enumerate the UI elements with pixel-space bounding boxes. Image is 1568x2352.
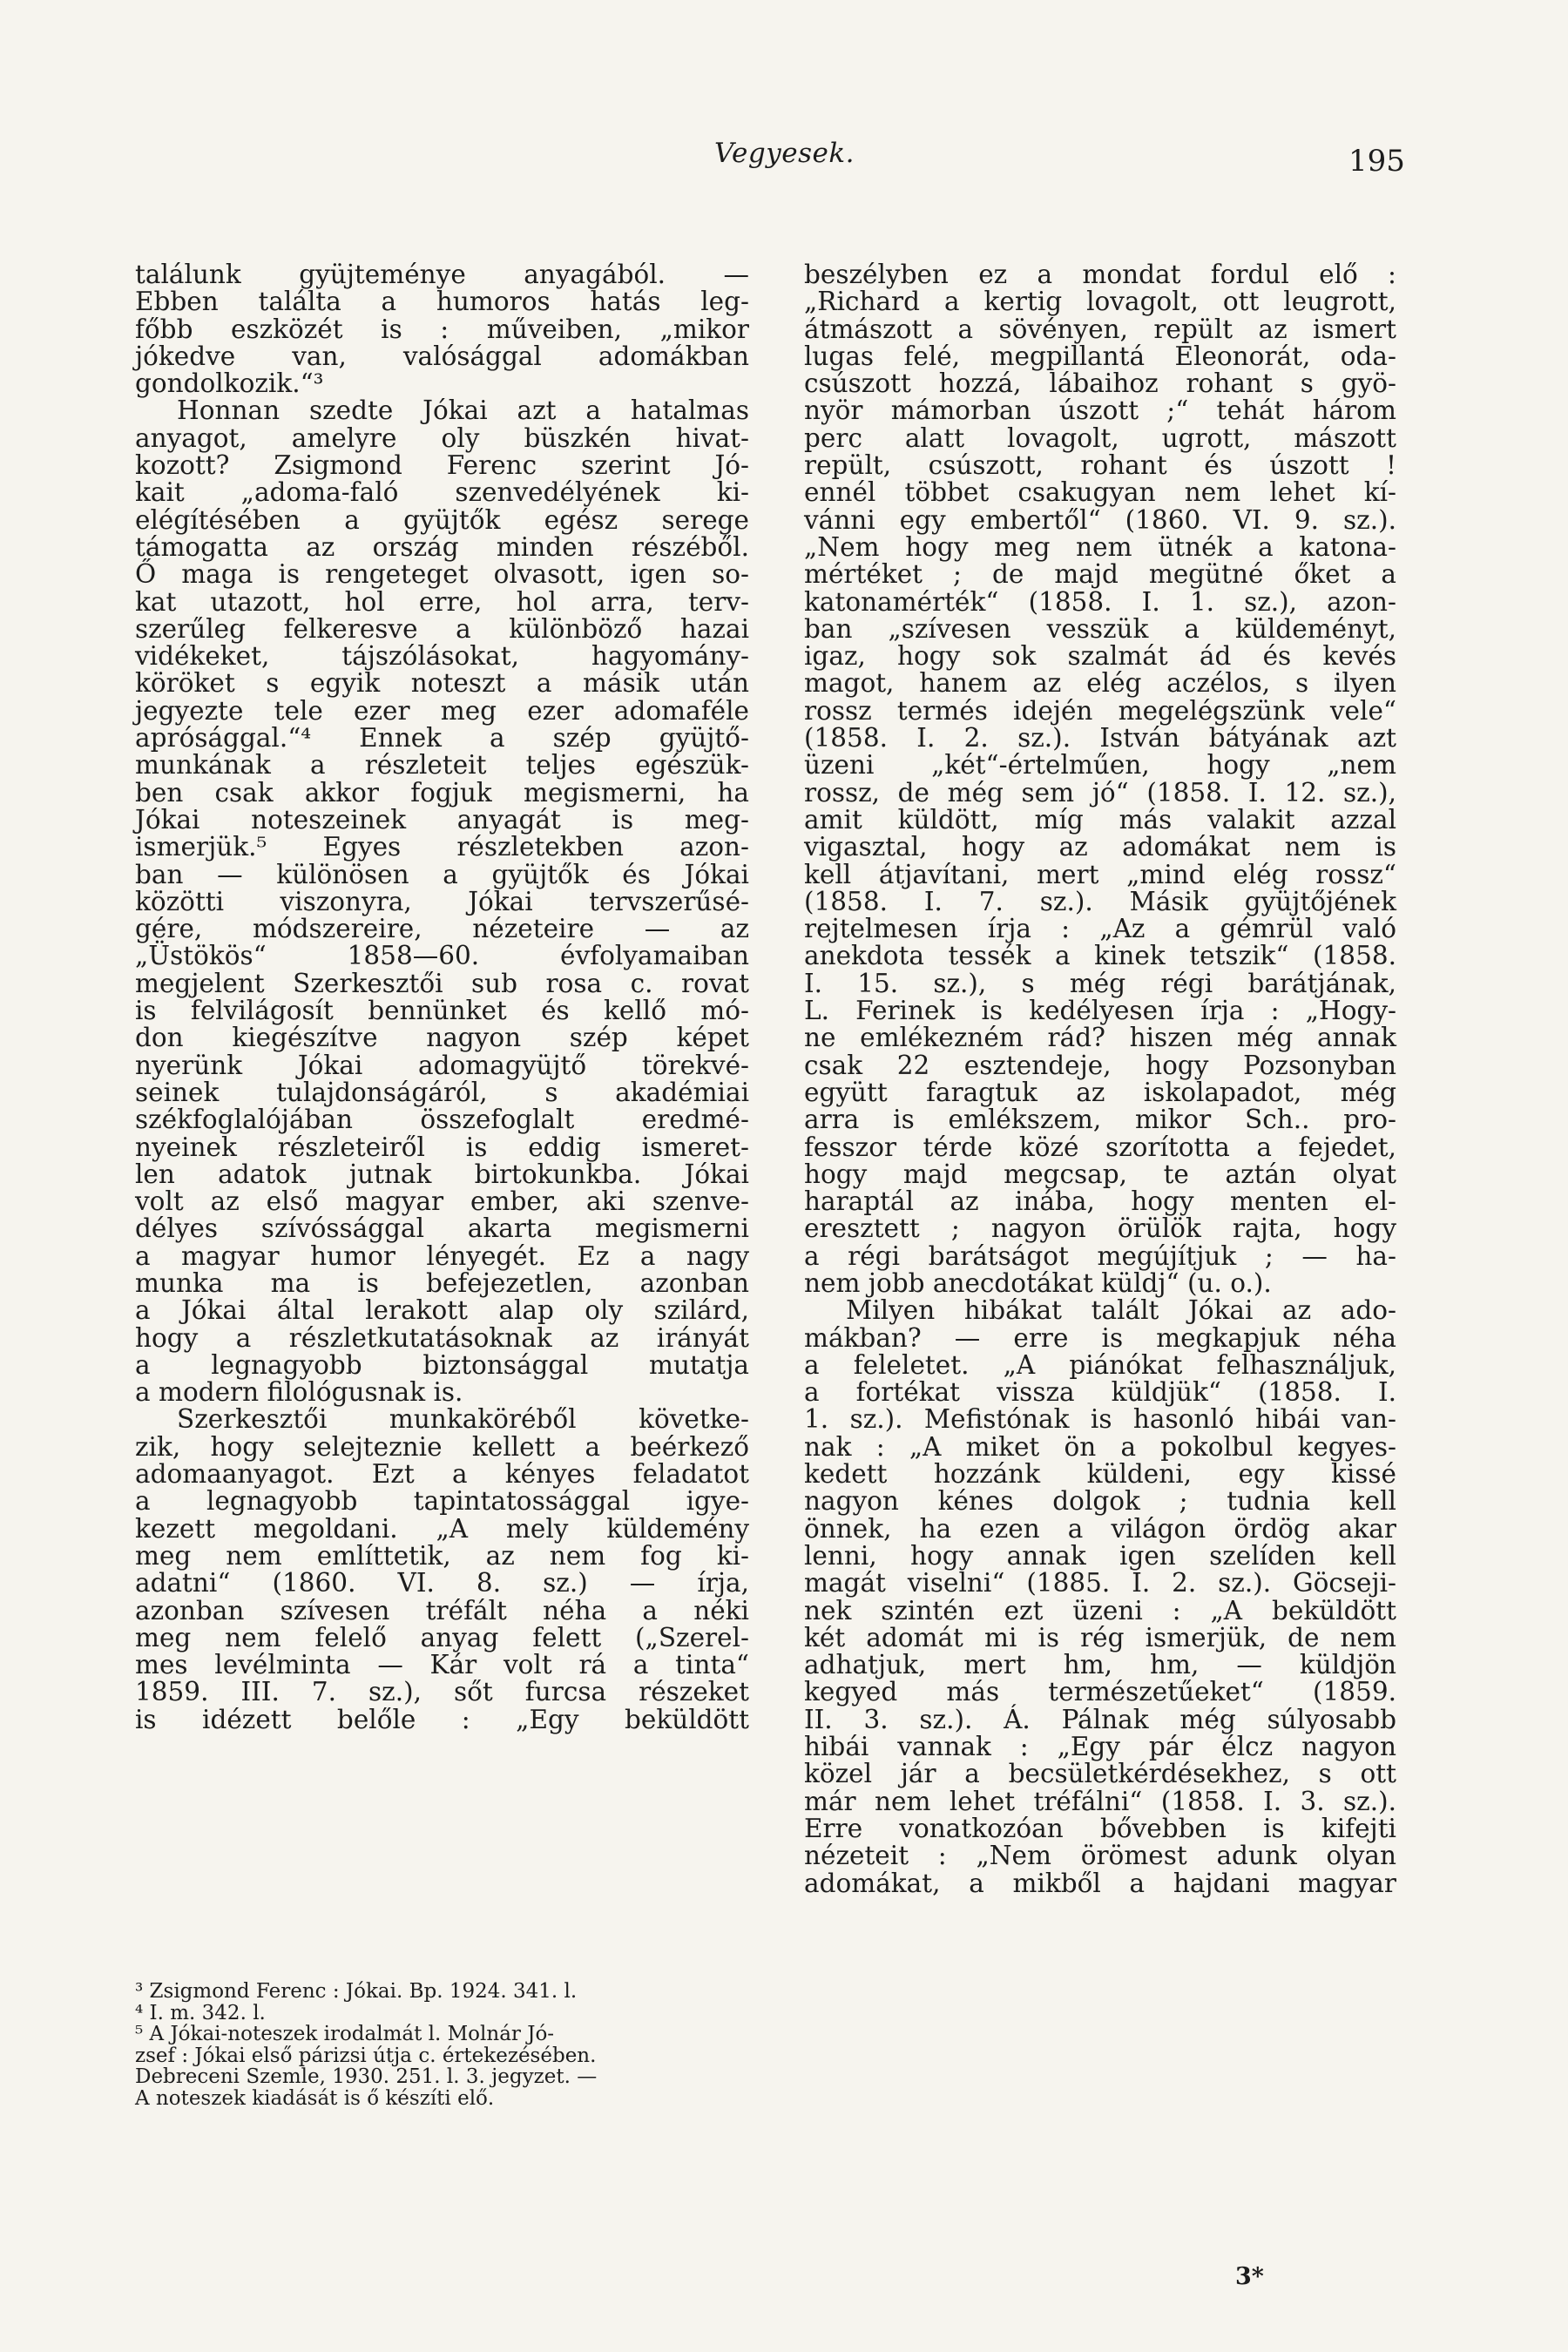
text-line: beszélyben ez a mondat fordul elő : [804,260,1396,289]
text-line: nyerünk Jókai adomagyüjtő törekvé- [135,1050,749,1080]
text-line: két adomát mi is rég ismerjük, de nem [804,1622,1396,1652]
text-line: 1859. III. 7. sz.), sőt furcsa részeket [135,1677,749,1707]
text-line: mes levélminta — Kár volt rá a tinta“ [135,1650,749,1680]
text-line: aprósággal.“⁴ Ennek a szép gyüjtő- [135,723,749,754]
text-line: gondolkozik.“³ [135,368,324,399]
text-line: délyes szívóssággal akarta megismerni [135,1213,749,1244]
text-line: hibái vannak : „Egy pár élcz nagyon [804,1732,1396,1762]
text-line: önnek, ha ezen a világon ördög akar [804,1513,1396,1544]
text-line: meg nem felelő anyag felett („Szerel- [135,1622,749,1652]
text-line: anyagot, amelyre oly büszkén hivat- [135,422,749,453]
text-line: ban — különösen a gyüjtők és Jókai [135,859,749,889]
right-column [804,261,1396,1897]
text-line: perc alatt lovagolt, ugrott, mászott [804,422,1396,453]
text-line: főbb eszközét is : műveiben, „mikor [135,314,749,344]
text-line: üzeni „két“-értelműen, hogy „nem [804,750,1396,781]
text-line: 1. sz.). Mefistónak is hasonló hibái van- [804,1404,1396,1435]
text-line: Ebben találta a humoros hatás leg- [135,287,749,317]
text-line: köröket s egyik noteszt a másik után [135,668,749,699]
text-line: „Richard a kertig lovagolt, ott leugrott, [804,287,1396,317]
text-line: Szerkesztői munkaköréből követke- [177,1404,749,1435]
text-line: a magyar humor lényegét. Ez a nagy [135,1240,749,1271]
left-column [135,261,749,1734]
text-line: a Jókai által lerakott alap oly szilárd, [135,1295,749,1326]
text-line: mértéket ; de majd megütné őket a [804,559,1396,590]
text-line: kell átjavítani, mert „mind elég rossz“ [804,859,1396,889]
text-line: ennél többet csakugyan nem lehet kí- [804,477,1396,508]
text-line: nagyon kénes dolgok ; tudnia kell [804,1486,1396,1517]
text-line: nek szintén ezt üzeni : „A beküldött [804,1595,1396,1625]
text-line: magát viselni“ (1885. I. 2. sz.). Göcseji- [804,1568,1396,1598]
text-line: kait „adoma-faló szenvedélyének ki- [135,477,749,508]
text-line: jegyezte tele ezer meg ezer adomaféle [135,695,749,726]
text-line: ne emlékezném rád? hiszen még annak [804,1023,1396,1053]
text-line: „Üstökös“ 1858—60. évfolyamaiban [135,941,749,971]
text-line: nyeinek részleteiről is eddig ismeret- [135,1132,749,1162]
text-line: átmászott a sövényen, repült az ismert [804,314,1396,344]
footnote-line: Debreceni Szemle, 1930. 251. l. 3. jegyzet. — [135,2065,598,2088]
text-line: „Nem hogy meg nem ütnék a katona- [804,531,1396,562]
text-line: fesszor térde közé szorította a fejedet, [804,1132,1396,1162]
text-line: vidékeket, tájszólásokat, hagyomány- [135,641,749,672]
text-line: is felvilágosít bennünket és kellő mó- [135,996,749,1026]
text-line: rejtelmesen írja : „Az a gémrül való [804,914,1396,944]
running-head: Vegyesek. [714,138,855,169]
text-line: nak : „A miket ön a pokolbul kegyes- [804,1431,1396,1462]
text-line: meg nem említtetik, az nem fog ki- [135,1540,749,1571]
text-line: ben csak akkor fogjuk megismerni, ha [135,777,749,808]
text-line: Honnan szedte Jókai azt a hatalmas [177,395,749,426]
text-line: adomaanyagot. Ezt a kényes feladatot [135,1459,749,1490]
text-line: I. 15. sz.), s még régi barátjának, [804,968,1396,998]
text-line: adomákat, a mikből a hajdani magyar [804,1868,1396,1898]
text-line: eresztett ; nagyon örülök rajta, hogy [804,1213,1396,1244]
text-line: ismerjük.⁵ Egyes részletekben azon- [135,832,749,862]
text-line: kegyed más természetűeket“ (1859. [804,1677,1396,1707]
text-line: L. Ferinek is kedélyesen írja : „Hogy- [804,996,1396,1026]
text-line: adhatjuk, mert hm, hm, — küldjön [804,1650,1396,1680]
text-line: hogy a részletkutatásoknak az irányát [135,1322,749,1353]
footnote-line: zsef : Jókai első párizsi útja c. értekezésében. [135,2044,597,2067]
text-line: amit küldött, míg más valakit azzal [804,804,1396,835]
page-number: 195 [1348,144,1405,179]
text-line: igaz, hogy sok szalmát ád és kevés [804,641,1396,672]
text-line: Jókai noteszeinek anyagát is meg- [135,804,749,835]
text-line: adatni“ (1860. VI. 8. sz.) — írja, [135,1568,749,1598]
text-line: a legnagyobb tapintatossággal igye- [135,1486,749,1517]
text-line: seinek tulajdonságáról, s akadémiai [135,1077,749,1107]
text-line: a fortékat vissza küldjük“ (1858. I. [804,1377,1396,1408]
text-line: ban „szívesen vesszük a küldeményt, [804,613,1396,644]
text-line: arra is emlékszem, mikor Sch.. pro- [804,1105,1396,1135]
text-line: munka ma is befejezetlen, azonban [135,1267,749,1298]
text-line: nem jobb anecdotákat küldj“ (u. o.). [804,1267,1272,1298]
footnotes [135,1981,749,2109]
text-line: a legnagyobb biztonsággal mutatja [135,1349,749,1380]
text-line: II. 3. sz.). Á. Pálnak még súlyosabb [804,1704,1396,1734]
text-line: székfoglalójában összefoglalt eredmé- [135,1105,749,1135]
text-line: hogy majd megcsap, te aztán olyat [804,1159,1396,1189]
text-line: támogatta az ország minden részéből. [135,531,749,562]
footnote-line: A noteszek kiadását is ő készíti elő. [135,2086,495,2110]
text-line: rossz termés idején megelégszünk vele“ [804,695,1396,726]
text-line: szerűleg felkeresve a különböző hazai [135,613,749,644]
text-line: Ő maga is rengeteget olvasott, igen so- [135,559,749,590]
text-line: repült, csúszott, rohant és úszott ! [804,450,1396,481]
text-line: gére, módszereire, nézeteire — az [135,914,749,944]
text-line: elégítésében a gyüjtők egész serege [135,504,749,535]
text-line: volt az első magyar ember, aki szenve- [135,1186,749,1217]
text-line: közel jár a becsületkérdésekhez, s ott [804,1759,1396,1789]
text-line: a modern filológusnak is. [135,1377,463,1408]
text-line: találunk gyüjteménye anyagából. — [135,260,749,289]
text-line: rossz, de még sem jó“ (1858. I. 12. sz.), [804,777,1396,808]
text-line: Erre vonatkozóan bővebben is kifejti [804,1813,1396,1843]
footnote-line: ⁴ I. m. 342. l. [135,2001,266,2024]
text-line: kezett megoldani. „A mely küldemény [135,1513,749,1544]
text-line: Milyen hibákat talált Jókai az ado- [846,1295,1396,1326]
footnote-line: ⁵ A Jókai-noteszek irodalmát l. Molnár Jó- [135,2023,555,2045]
text-line: kat utazott, hol erre, hol arra, terv- [135,586,749,617]
footnote-line: ³ Zsigmond Ferenc : Jókai. Bp. 1924. 341. l. [135,1980,578,2003]
text-line: mákban? — erre is megkapjuk néha [804,1322,1396,1353]
text-line: (1858. I. 2. sz.). István bátyának azt [804,723,1396,754]
text-line: lenni, hogy annak igen szelíden kell [804,1540,1396,1571]
text-line: anekdota tessék a kinek tetszik“ (1858. [804,941,1396,971]
text-line: munkának a részleteit teljes egészük- [135,750,749,781]
text-line: kedett hozzánk küldeni, egy kissé [804,1459,1396,1490]
text-line: kozott? Zsigmond Ferenc szerint Jó- [135,450,749,481]
text-line: vánni egy embertől“ (1860. VI. 9. sz.). [804,504,1396,535]
text-line: (1858. I. 7. sz.). Másik gyüjtőjének [804,886,1396,916]
text-line: együtt faragtuk az iskolapadot, még [804,1077,1396,1107]
text-line: don kiegészítve nagyon szép képet [135,1023,749,1053]
text-line: megjelent Szerkesztői sub rosa c. rovat [135,968,749,998]
text-line: a régi barátságot megújítjuk ; — ha- [804,1240,1396,1271]
text-line: is idézett belőle : „Egy beküldött [135,1704,749,1734]
text-line: azonban szívesen tréfált néha a néki [135,1595,749,1625]
text-line: zik, hogy selejteznie kellett a beérkező [135,1431,749,1462]
text-line: a feleletet. „A piánókat felhasználjuk, [804,1349,1396,1380]
signature-mark: 3* [1235,2263,1264,2290]
text-line: csak 22 esztendeje, hogy Pozsonyban [804,1050,1396,1080]
text-line: nézeteit : „Nem örömest adunk olyan [804,1841,1396,1871]
text-line: jókedve van, valósággal adomákban [135,341,749,371]
text-line: lugas felé, megpillantá Eleonorát, oda- [804,341,1396,371]
text-line: len adatok jutnak birtokunkba. Jókai [135,1159,749,1189]
text-line: csúszott hozzá, lábaihoz rohant s gyö- [804,368,1396,399]
text-line: közötti viszonyra, Jókai tervszerűsé- [135,886,749,916]
text-line: már nem lehet tréfálni“ (1858. I. 3. sz.). [804,1786,1396,1816]
text-line: nyör mámorban úszott ;“ tehát három [804,395,1396,426]
text-line: katonamérték“ (1858. I. 1. sz.), azon- [804,586,1396,617]
text-line: magot, hanem az elég aczélos, s ilyen [804,668,1396,699]
text-line: vigasztal, hogy az adomákat nem is [804,832,1396,862]
text-line: haraptál az inába, hogy menten el- [804,1186,1396,1217]
